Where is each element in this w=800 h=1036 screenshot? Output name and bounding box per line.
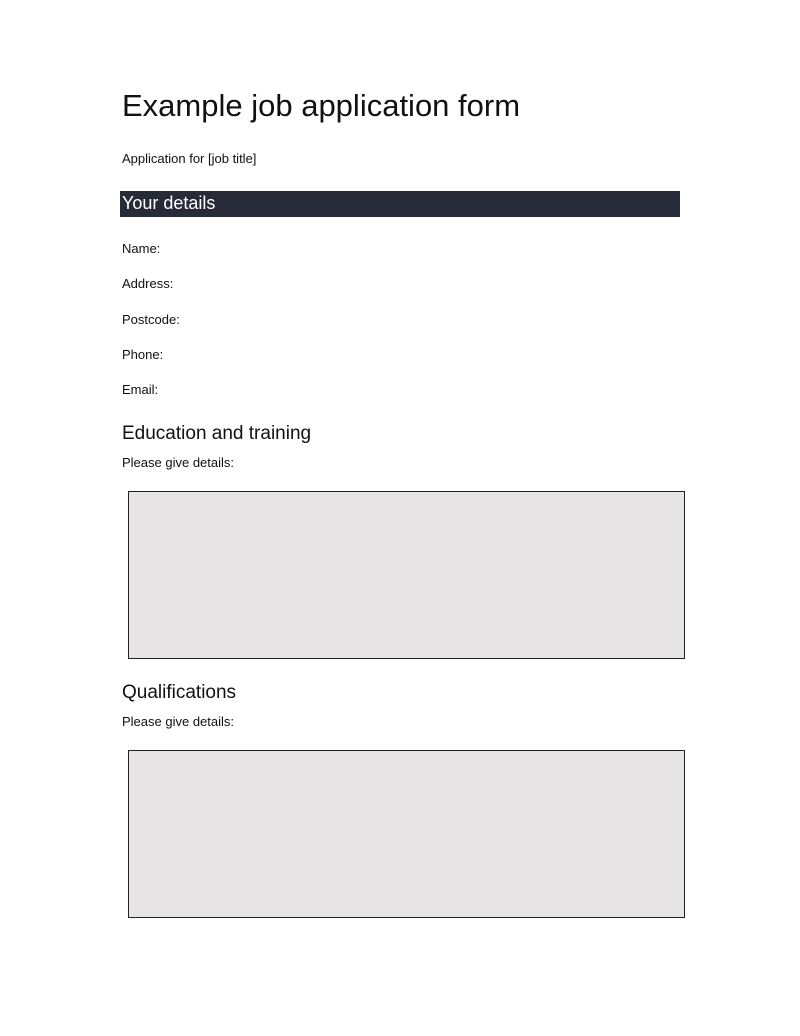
education-details-box[interactable] [128,491,685,659]
education-heading: Education and training [122,423,312,444]
address-label: Address: [122,276,174,291]
phone-label: Phone: [122,347,164,362]
phone-field[interactable] [190,347,670,363]
postcode-label: Postcode: [122,312,180,327]
page-title: Example job application form [122,88,521,123]
email-label: Email: [122,382,159,397]
job-title-subtitle: Application for [job title] [122,151,257,166]
name-field[interactable] [190,241,670,257]
qualifications-instruction: Please give details: [122,714,235,729]
qualifications-heading: Qualifications [122,682,237,703]
education-instruction: Please give details: [122,455,235,470]
address-field[interactable] [190,276,670,292]
email-field[interactable] [190,382,670,398]
qualifications-details-box[interactable] [128,750,685,918]
your-details-heading: Your details [122,193,216,213]
your-details-header [120,191,680,217]
postcode-field[interactable] [190,312,670,328]
name-label: Name: [122,241,161,256]
